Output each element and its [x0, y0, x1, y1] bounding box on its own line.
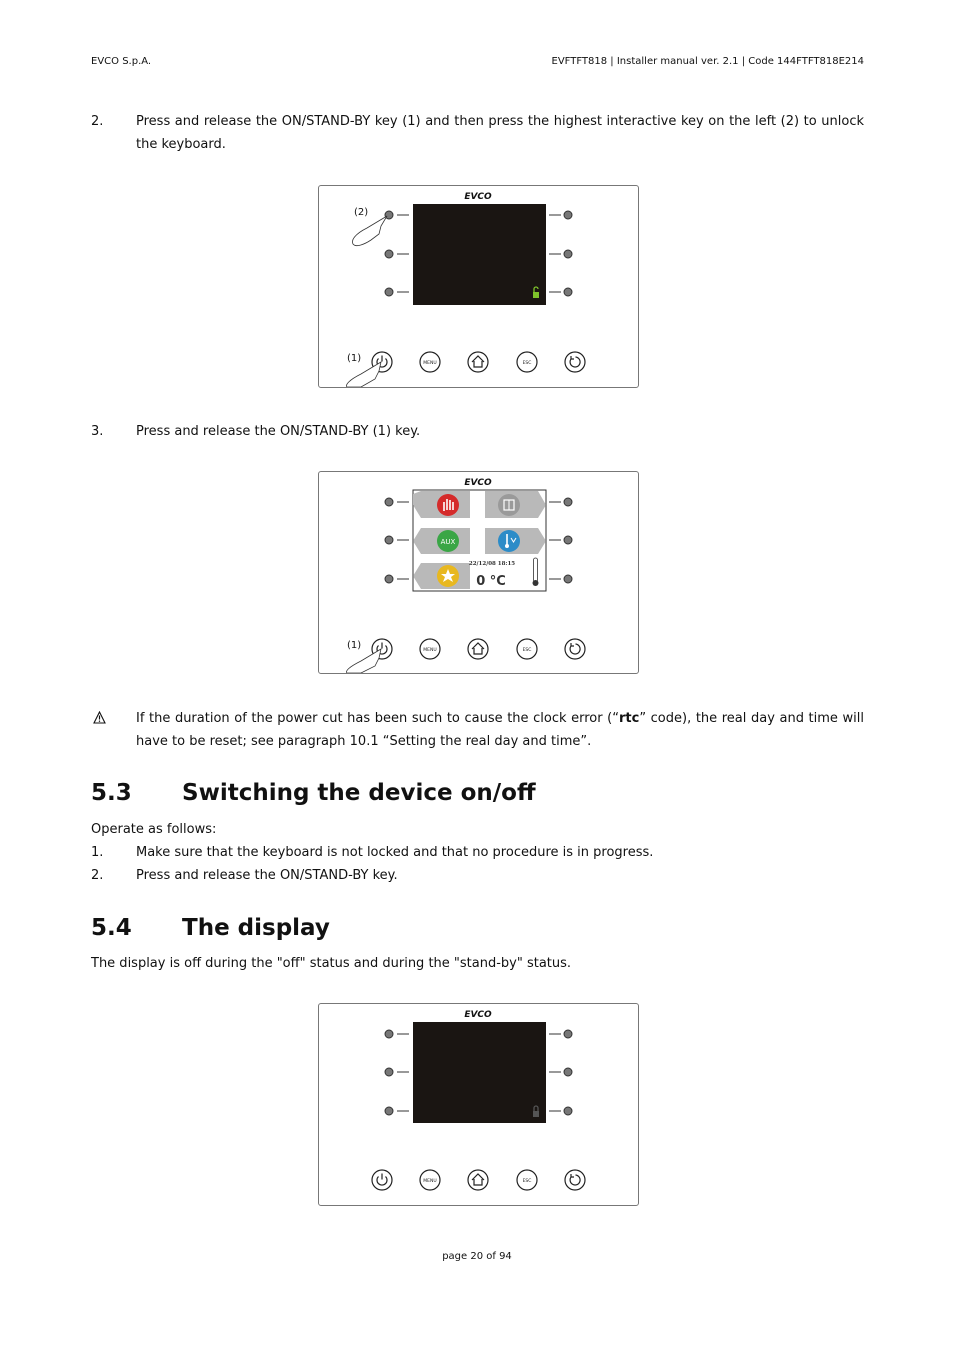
header-doc-info: EVFTFT818 | Installer manual ver. 2.1 | Code 144FTFT818E214 [551, 56, 864, 67]
label-1: (1) [347, 640, 362, 651]
svg-text:MENU: MENU [423, 361, 437, 366]
device-figure-off [318, 1003, 639, 1206]
temperature-readout: 0 °C [476, 574, 506, 589]
svg-text:ESC: ESC [522, 361, 532, 366]
display-screen [413, 204, 546, 305]
side-key-left-2 [385, 1068, 409, 1076]
label-2: (2) [354, 207, 369, 218]
manual-tile [413, 491, 470, 518]
side-key-left-1 [385, 498, 409, 506]
list-item-number: 2. [91, 868, 104, 883]
device-figure-unlock [318, 185, 639, 388]
temperature-setpoint-tile [485, 528, 546, 554]
pointing-hand-icon [347, 362, 381, 387]
power-key-icon [372, 1170, 392, 1190]
side-key-left-3 [385, 575, 409, 583]
section-number: 5.3 [91, 780, 132, 806]
side-key-left-1 [385, 1030, 409, 1038]
step-number: 2. [91, 114, 104, 129]
menu-key [420, 1170, 440, 1190]
svg-text:AUX: AUX [440, 538, 456, 546]
device-figure-on [318, 471, 639, 674]
datetime: 22/12/08 18:15 [468, 561, 516, 567]
side-key-right-1 [549, 498, 572, 506]
rtc-code: rtc [618, 711, 640, 726]
side-key-left-3 [385, 1107, 409, 1115]
header-company: EVCO S.p.A. [91, 56, 152, 67]
home-key-icon [468, 1170, 488, 1190]
favorites-tile [413, 563, 470, 589]
side-key-left-2 [385, 250, 409, 258]
step-text: Press and release the ON/STAND-BY key (1) and then press the highest interactive key on the left (2) to unlock the keyboard. [136, 114, 864, 152]
section-intro: Operate as follows: [91, 822, 217, 837]
evco-logo: EVCO [464, 192, 492, 202]
warning-text: If the duration of the power cut has been such to cause the clock error (“rtc” code), the real day and time will have to be reset; see paragraph 10.1 “Setting the real day and time”. [136, 711, 864, 749]
aux-tile [413, 528, 470, 554]
evco-logo: EVCO [464, 1010, 492, 1020]
home-key-icon [468, 352, 488, 372]
esc-key [517, 1170, 537, 1190]
warning-icon [93, 711, 106, 724]
thermometer-icon [533, 558, 539, 586]
label-1: (1) [347, 353, 362, 364]
side-key-right-3 [549, 1107, 572, 1115]
esc-key [517, 639, 537, 659]
esc-key [517, 352, 537, 372]
refresh-key-icon [565, 352, 585, 372]
side-key-left-2 [385, 536, 409, 544]
section-title: The display [182, 915, 330, 941]
pointing-hand-icon [347, 649, 381, 673]
list-item-number: 1. [91, 845, 104, 860]
side-key-right-3 [549, 288, 572, 296]
step-text: Press and release the ON/STAND-BY (1) key. [136, 424, 421, 439]
section-number: 5.4 [91, 915, 132, 941]
side-key-left-3 [385, 288, 409, 296]
menu-key [420, 352, 440, 372]
list-item-text: Press and release the ON/STAND-BY key. [136, 868, 398, 883]
evco-logo: EVCO [464, 478, 492, 488]
svg-text:MENU: MENU [423, 648, 437, 653]
refresh-key-icon [565, 1170, 585, 1190]
side-key-right-2 [549, 1068, 572, 1076]
list-item-text: Make sure that the keyboard is not locked and that no procedure is in progress. [136, 845, 654, 860]
display-screen [413, 1022, 546, 1123]
menu-key [420, 639, 440, 659]
side-key-right-1 [549, 1030, 572, 1038]
svg-text:ESC: ESC [522, 1179, 532, 1184]
side-key-right-2 [549, 536, 572, 544]
svg-text:ESC: ESC [522, 648, 532, 653]
manual-book-tile [485, 491, 546, 518]
side-key-right-1 [549, 211, 572, 219]
pointing-hand-icon [353, 216, 387, 246]
side-key-left-1 [385, 211, 409, 219]
section-title: Switching the device on/off [182, 780, 536, 806]
page-number: page 20 of 94 [442, 1251, 512, 1262]
section-text: The display is off during the "off" status and during the "stand-by" status. [91, 956, 572, 971]
home-key-icon [468, 639, 488, 659]
side-key-right-2 [549, 250, 572, 258]
step-number: 3. [91, 424, 104, 439]
refresh-key-icon [565, 639, 585, 659]
svg-text:MENU: MENU [423, 1179, 437, 1184]
side-key-right-3 [549, 575, 572, 583]
